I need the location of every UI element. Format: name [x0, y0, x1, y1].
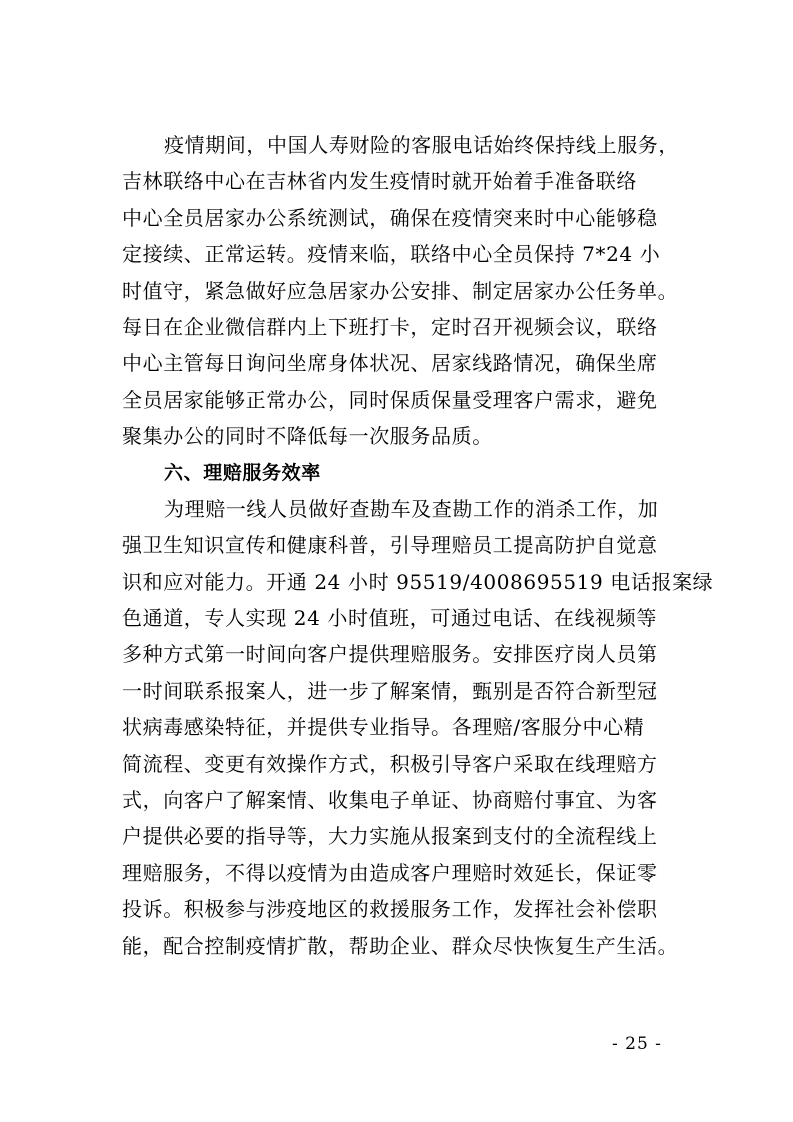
page-number: - 25 -	[612, 1034, 662, 1054]
paragraph-line: 能，配合控制疫情扩散，帮助企业、群众尽快恢复生产生活。	[122, 933, 679, 958]
document-body	[122, 127, 714, 964]
paragraph-line: 每日在企业微信群内上下班打卡，定时召开视频会议，联络	[122, 314, 658, 339]
paragraph-line: 疫情期间，中国人寿财险的客服电话始终保持线上服务，	[164, 133, 679, 157]
paragraph-line: 状病毒感染特征，并提供专业指导。各理赔/客服分中心精	[122, 715, 645, 740]
paragraph-line: 中心全员居家办公系统测试，确保在疫情突来时中心能够稳	[122, 205, 658, 230]
paragraph-line: 投诉。积极参与涉疫地区的救援服务工作，发挥社会补偿职	[122, 897, 658, 922]
paragraph-line: 简流程、变更有效操作方式，积极引导客户采取在线理赔方	[122, 751, 658, 776]
paragraph-line: 吉林联络中心在吉林省内发生疫情时就开始着手准备联络	[122, 169, 637, 194]
paragraph-line: 识和应对能力。开通 24 小时 95519/4008695519 电话报案绿	[122, 569, 714, 594]
paragraph-line: 式，向客户了解案情、收集电子单证、协商赔付事宜、为客	[122, 788, 658, 813]
paragraph-line: 色通道，专人实现 24 小时值班，可通过电话、在线视频等	[122, 606, 657, 631]
paragraph-line: 定接续、正常运转。疫情来临，联络中心全员保持 7*24 小	[122, 242, 661, 267]
paragraph-line: 中心主管每日询问坐席身体状况、居家线路情况，确保坐席	[122, 351, 658, 376]
paragraph-line: 全员居家能够正常办公，同时保质保量受理客户需求，避免	[122, 387, 658, 412]
paragraph-line: 为理赔一线人员做好查勘车及查勘工作的消杀工作，加	[164, 496, 659, 521]
paragraph-line: 聚集办公的同时不降低每一次服务品质。	[122, 424, 493, 449]
paragraph-line: 户提供必要的指导等，大力实施从报案到支付的全流程线上	[122, 824, 658, 849]
paragraph-line: 强卫生知识宣传和健康科普，引导理赔员工提高防护自觉意	[122, 533, 658, 558]
section-heading: 六、理赔服务效率	[164, 461, 321, 484]
paragraph-line: 理赔服务，不得以疫情为由造成客户理赔时效延长，保证零	[122, 860, 658, 885]
paragraph-line: 多种方式第一时间向客户提供理赔服务。安排医疗岗人员第	[122, 642, 658, 667]
paragraph-line: 时值守，紧急做好应急居家办公安排、制定居家办公任务单。	[122, 278, 679, 303]
paragraph-line: 一时间联系报案人，进一步了解案情，甄别是否符合新型冠	[122, 678, 658, 703]
